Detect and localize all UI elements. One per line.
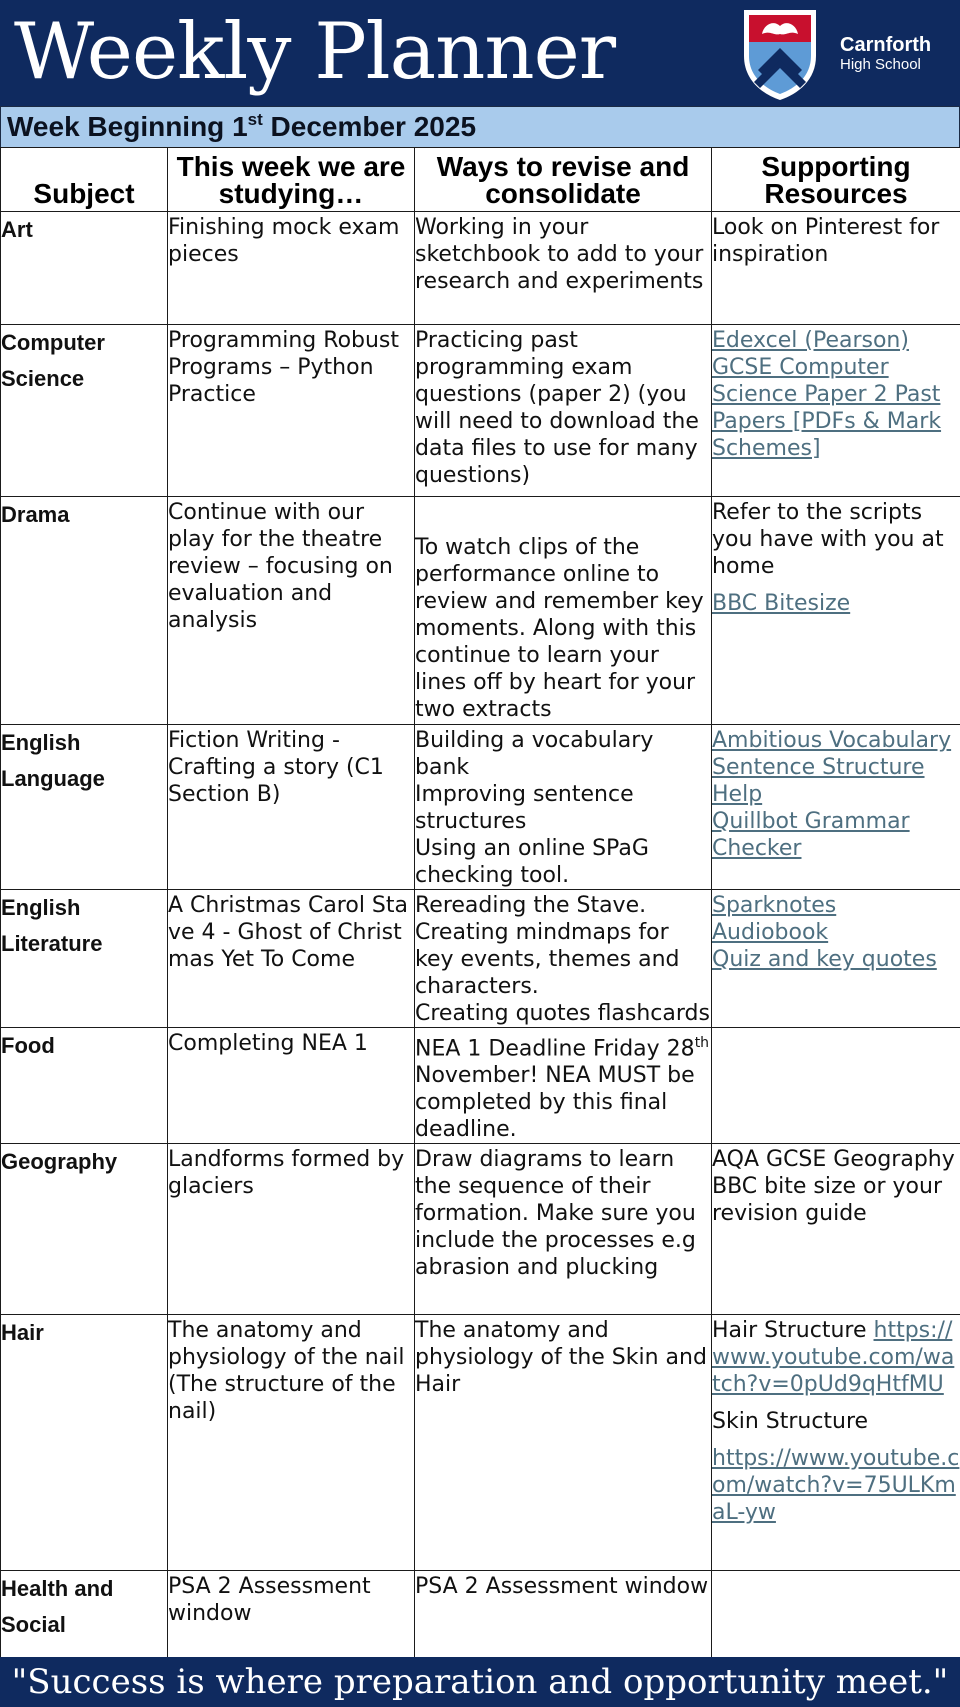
studying-cell: Finishing mock exam pieces <box>168 212 415 325</box>
studying-cell: Continue with our play for the theatre review – focusing on evaluation and analysis <box>168 497 415 725</box>
revise-cell <box>415 890 712 1028</box>
column-header-revise: Ways to revise and consolidate <box>415 148 712 212</box>
table-row <box>1 325 960 497</box>
revise-cell <box>415 1028 712 1144</box>
resource-link[interactable]: Ambitious Vocabulary <box>712 728 952 753</box>
revise-item: Using an online SPaG checking tool. <box>415 836 649 888</box>
resources-cell <box>712 497 960 725</box>
table-row <box>1 1028 960 1144</box>
studying-cell: A Christmas Carol Stave 4 - Ghost of Christmas Yet To Come <box>168 890 415 1028</box>
resource-label: Skin Structure <box>712 1409 869 1435</box>
resource-label: Hair Structure <box>712 1318 874 1344</box>
header-banner <box>0 0 960 106</box>
resources-cell <box>712 1315 960 1571</box>
resource-link[interactable]: Audiobook <box>712 920 829 945</box>
resource-link[interactable]: https://www.youtube.com/watch?v=75ULKmaL-yw <box>712 1446 960 1526</box>
revise-cell: To watch clips of the performance online to review and remember key moments. Along with this continue to learn your lines off by heart for your two extracts <box>415 497 712 725</box>
revise-item: Creating mindmaps for key events, themes and characters. <box>415 920 680 999</box>
resource-link[interactable]: https://www.youtube.com/watch?v=0pUd9qHtfMU <box>712 1318 955 1398</box>
resource-link[interactable]: Quiz and key quotes <box>712 947 937 972</box>
resource-link[interactable]: BBC Bitesize <box>712 591 851 616</box>
revise-item: Building a vocabulary bank <box>415 728 654 780</box>
resources-cell <box>712 325 960 497</box>
subject-cell: Food <box>1 1028 168 1144</box>
school-name: Carnforth <box>840 34 932 56</box>
subject-cell: English Language <box>1 725 168 890</box>
school-crest-icon <box>740 6 820 102</box>
table-row <box>1 212 960 325</box>
subject-cell: Drama <box>1 497 168 725</box>
column-header-subject: Subject <box>1 148 168 212</box>
table-row <box>1 497 960 725</box>
revise-cell: Practicing past programming exam questions (paper 2) (you will need to download the data files to use for many questions) <box>415 325 712 497</box>
subject-cell: English Literature <box>1 890 168 1028</box>
resource-link[interactable]: Sentence Structure Help <box>712 755 925 807</box>
school-subtitle: High School <box>840 56 921 73</box>
table-row <box>1 890 960 1028</box>
revise-item: Improving sentence structures <box>415 782 634 834</box>
studying-cell: Completing NEA 1 <box>168 1028 415 1144</box>
table-row <box>1 725 960 890</box>
revise-cell <box>415 725 712 890</box>
page-title: Weekly Planner <box>14 7 616 97</box>
resource-text: Refer to the scripts you have with you at home <box>712 500 944 579</box>
week-prefix: Week Beginning 1 <box>7 111 248 142</box>
studying-cell: Fiction Writing - Crafting a story (C1 Section B) <box>168 725 415 890</box>
resources-cell <box>712 1571 960 1667</box>
studying-cell: The anatomy and physiology of the nail (The structure of the nail) <box>168 1315 415 1571</box>
resources-cell: Look on Pinterest for inspiration <box>712 212 960 325</box>
revise-item: Rereading the Stave. <box>415 893 647 918</box>
table-row <box>1 1571 960 1667</box>
revise-item: Creating quotes flashcards <box>415 1001 710 1026</box>
footer-quote: "Success is where preparation and opportunity meet." <box>11 1662 949 1702</box>
school-name-block <box>840 34 931 74</box>
week-suffix: December 2025 <box>262 111 477 142</box>
studying-cell: PSA 2 Assessment window <box>168 1571 415 1667</box>
resources-cell <box>712 890 960 1028</box>
table-header-row <box>1 148 960 212</box>
resource-link[interactable]: Edexcel (Pearson) GCSE Computer Science Paper 2 Past Papers [PDFs & Mark Schemes] <box>712 328 942 461</box>
subject-cell: Computer Science <box>1 325 168 497</box>
revise-cell: Draw diagrams to learn the sequence of their formation. Make sure you include the processes e.g abrasion and plucking <box>415 1144 712 1315</box>
subject-cell: Geography <box>1 1144 168 1315</box>
resource-link[interactable]: Sparknotes <box>712 893 837 918</box>
revise-cell: Working in your sketchbook to add to your research and experiments <box>415 212 712 325</box>
planner-table <box>0 147 960 1667</box>
subject-cell: Health and Social <box>1 1571 168 1667</box>
week-beginning-bar <box>0 106 960 148</box>
week-beginning-text <box>7 111 476 143</box>
revise-ordinal: th <box>694 1035 710 1051</box>
table-row <box>1 1144 960 1315</box>
resources-cell: AQA GCSE Geography BBC bite size or your revision guide <box>712 1144 960 1315</box>
column-header-resources: Supporting Resources <box>712 148 960 212</box>
revise-cell: PSA 2 Assessment window <box>415 1571 712 1667</box>
subject-cell: Hair <box>1 1315 168 1571</box>
subject-cell: Art <box>1 212 168 325</box>
week-ordinal: st <box>247 110 263 129</box>
studying-cell: Landforms formed by glaciers <box>168 1144 415 1315</box>
studying-cell: Programming Robust Programs – Python Practice <box>168 325 415 497</box>
resources-cell <box>712 725 960 890</box>
table-row <box>1 1315 960 1571</box>
resource-link[interactable]: Quillbot Grammar Checker <box>712 809 910 861</box>
revise-text-b: November! NEA MUST be completed by this final deadline. <box>415 1063 695 1143</box>
revise-cell: The anatomy and physiology of the Skin and Hair <box>415 1315 712 1571</box>
column-header-studying: This week we are studying… <box>168 148 415 212</box>
revise-text-a: NEA 1 Deadline Friday 28 <box>415 1036 695 1062</box>
resources-cell <box>712 1028 960 1144</box>
